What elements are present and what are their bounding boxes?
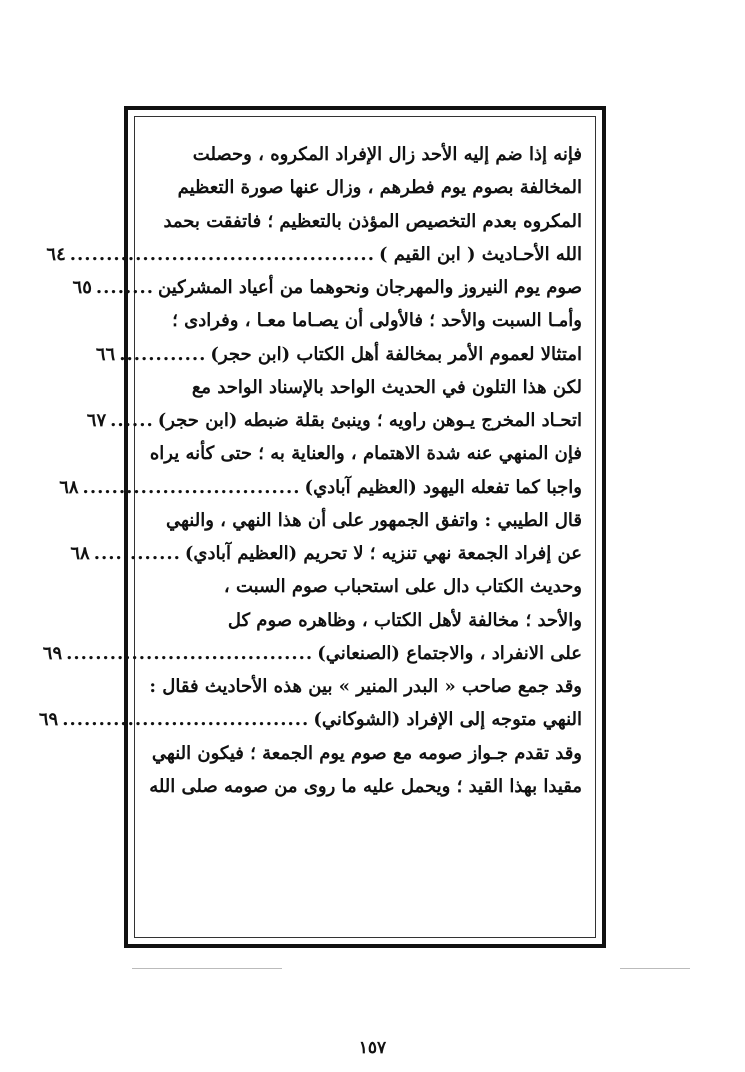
text-line	[72, 271, 582, 304]
text-line	[150, 138, 582, 171]
leader-dots: ..................................	[66, 642, 314, 664]
line-text: النهي متوجه إلى الإفراد (الشوكاني)	[313, 709, 582, 731]
text-line	[150, 437, 582, 470]
index-text-block	[38, 138, 582, 803]
line-text: وأمـا السبت والأحد ؛ فالأولى أن يصـاما معـا ، وفرادى ؛	[172, 310, 582, 332]
text-line	[59, 471, 582, 504]
text-line	[95, 338, 582, 371]
text-line	[150, 205, 582, 238]
leader-dots: ............	[93, 543, 181, 564]
text-line	[42, 637, 582, 670]
line-text: امتثالا لعموم الأمر بمخالفة أهل الكتاب (ابن حجر)	[210, 343, 582, 365]
line-text: فإنه إذا ضم إليه الأحد زال الإفراد المكروه ، وحصلت	[192, 144, 582, 165]
text-line	[150, 171, 582, 204]
index-page-reference: ٦٦	[95, 343, 116, 365]
scan-artifact-line	[132, 968, 282, 969]
text-line	[150, 737, 582, 770]
leader-dots: ........	[95, 277, 155, 298]
text-line	[150, 304, 582, 337]
line-text: قال الطيبي : واتفق الجمهور على أن هذا النهي ، والنهي	[165, 509, 582, 531]
page-number: ١٥٧	[358, 1038, 387, 1058]
line-text: وحديث الكتاب دال على استحباب صوم السبت ،	[223, 576, 582, 598]
leader-dots: ............	[119, 343, 207, 365]
leader-dots: ..................................	[62, 709, 310, 731]
text-line	[150, 570, 582, 603]
text-line	[38, 703, 582, 736]
line-text: وقد جمع صاحب « البدر المنير » بين هذه الأحاديث فقال :	[149, 676, 582, 697]
text-line	[46, 238, 582, 271]
line-text: واجبا كما تفعله اليهود (العظيم آبادي)	[304, 476, 582, 498]
line-text: عن إفراد الجمعة نهي تنزيه ؛ لا تحريم (العظيم آبادي)	[184, 543, 582, 564]
line-text: المكروه بعدم التخصيص المؤذن بالتعظيم ؛ فاتفقت بحمد	[163, 210, 582, 232]
leader-dots: ......	[110, 410, 154, 431]
index-page-reference: ٦٨	[70, 543, 90, 564]
index-page-reference: ٦٥	[72, 277, 92, 298]
line-text: صوم يوم النيروز والمهرجان ونحوهما من أعياد المشركين	[158, 277, 582, 298]
line-text: على الانفراد ، والاجتماع (الصنعاني)	[317, 642, 582, 664]
index-page-reference: ٦٩	[42, 642, 63, 664]
text-line	[86, 404, 582, 437]
leader-dots: ..........................................	[69, 243, 375, 265]
index-page-reference: ٦٩	[38, 709, 59, 731]
text-line	[150, 770, 582, 803]
line-text: المخالفة بصوم يوم فطرهم ، وزال عنها صورة التعظيم	[177, 177, 582, 199]
line-text: فإن المنهي عنه شدة الاهتمام ، والعناية به ؛ حتى كأنه يراه	[149, 443, 582, 465]
index-page-reference: ٦٧	[86, 410, 107, 431]
line-text: لكن هذا التلون في الحديث الواحد بالإسناد الواحد مع	[191, 376, 582, 398]
text-line	[150, 670, 582, 703]
line-text: اتحـاد المخرج يـوهن راويه ؛ وينبئ بقلة ضبطه (ابن حجر)	[157, 410, 582, 431]
line-text: وقد تقدم جـواز صومه مع صوم يوم الجمعة ؛ فيكون النهي	[151, 742, 582, 764]
index-page-reference: ٦٤	[46, 243, 66, 265]
text-line	[150, 371, 582, 404]
line-text: والأحد ؛ مخالفة لأهل الكتاب ، وظاهره صوم كل	[227, 609, 582, 631]
leader-dots: ..............................	[82, 476, 301, 498]
scan-artifact-line	[620, 968, 690, 969]
text-line	[150, 504, 582, 537]
line-text: مقيدا بهذا القيد ؛ ويحمل عليه ما روى من صومه صلى الله	[149, 775, 582, 797]
index-page-reference: ٦٨	[59, 476, 79, 498]
text-line	[150, 604, 582, 637]
text-line	[70, 537, 582, 570]
line-text: الله الأحـاديث ( ابن القيم )	[378, 243, 582, 265]
